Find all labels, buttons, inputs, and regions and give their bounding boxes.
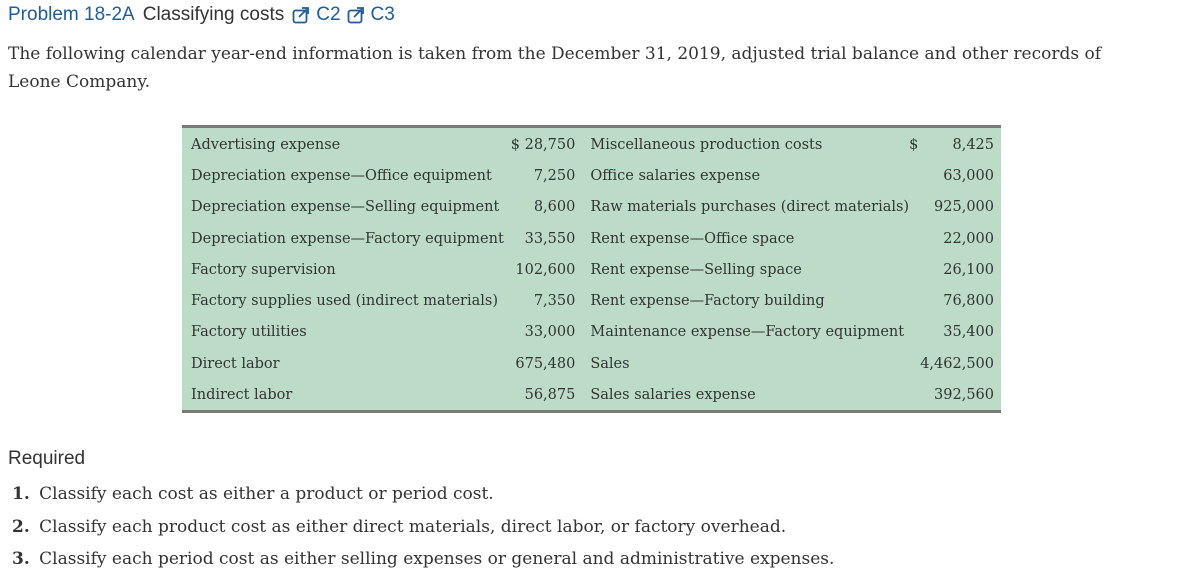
left-amount: 8,600 [533, 199, 576, 216]
right-label: Sales salaries expense [590, 387, 756, 404]
required-item-number: 1. [12, 484, 30, 504]
table-row [182, 285, 1001, 316]
required-item-number: 2. [12, 516, 30, 537]
right-dollar-sign [909, 285, 920, 316]
right-amount: 4,462,500 [920, 355, 994, 372]
left-label: Factory utilities [191, 324, 307, 341]
table-row [182, 379, 1001, 410]
problem-number: Problem 18-2A [8, 4, 135, 25]
left-amount: $ 28,750 [510, 136, 576, 153]
left-label: Factory supplies used (indirect materials) [191, 293, 499, 310]
right-dollar-sign [909, 254, 920, 285]
required-item-text: Classify each product cost as either direct materials, direct labor, or factory overhead. [39, 516, 787, 537]
left-label: Depreciation expense—Selling equipment [191, 199, 500, 216]
left-label: Depreciation expense—Office equipment [191, 167, 492, 184]
right-label: Rent expense—Office space [590, 230, 795, 247]
ref-label: C2 [316, 4, 341, 25]
right-label: Sales [590, 355, 630, 372]
right-amount: 392,560 [934, 387, 994, 404]
left-amount: 7,250 [533, 167, 576, 184]
table-row [182, 160, 1001, 191]
left-label: Indirect labor [191, 387, 293, 404]
right-dollar-sign [909, 348, 920, 379]
required-list [12, 478, 834, 576]
left-label: Depreciation expense—Factory equipment [191, 230, 504, 247]
ref-link-c2[interactable] [292, 4, 340, 26]
required-item-number: 3. [12, 549, 30, 569]
right-dollar-sign [909, 223, 920, 254]
right-label: Office salaries expense [590, 167, 761, 184]
problem-header [8, 1, 401, 29]
left-amount: 675,480 [515, 355, 576, 372]
right-amount: 76,800 [943, 293, 994, 310]
ref-link-c3[interactable] [347, 4, 395, 26]
right-amount: 26,100 [943, 261, 994, 278]
left-amount: 33,550 [524, 230, 576, 247]
left-label: Factory supervision [191, 261, 336, 278]
left-amount: 33,000 [524, 324, 576, 341]
external-link-icon [292, 6, 312, 24]
right-amount: 63,000 [943, 167, 994, 184]
table-row [182, 348, 1001, 379]
left-label: Direct labor [191, 355, 280, 372]
required-item [12, 543, 834, 576]
right-dollar-sign [909, 192, 920, 223]
external-link-icon [347, 6, 367, 24]
ref-label: C3 [370, 4, 395, 25]
right-amount: 925,000 [934, 199, 994, 216]
trial-balance-table [182, 125, 1001, 413]
intro-paragraph: The following calendar year-end information is taken from the December 31, 2019, adjusted trial balance and other records of Leone Company. [8, 44, 1102, 92]
table-row [182, 223, 1001, 254]
required-heading: Required [8, 448, 86, 469]
right-dollar-sign [909, 379, 920, 410]
left-amount: 56,875 [524, 387, 576, 404]
right-label: Rent expense—Selling space [590, 261, 802, 278]
right-amount: 22,000 [943, 230, 994, 247]
right-dollar-sign [909, 317, 920, 348]
table-row [182, 254, 1001, 285]
right-amount: 8,425 [952, 136, 994, 153]
left-amount: 102,600 [515, 261, 576, 278]
trial-balance-grid [182, 129, 1001, 411]
required-item-text: Classify each period cost as either selling expenses or general and administrative expenses. [39, 549, 835, 569]
table-row [182, 192, 1001, 223]
required-item [12, 511, 834, 544]
right-amount: 35,400 [943, 324, 994, 341]
right-label: Miscellaneous production costs [590, 136, 823, 153]
table-row [182, 317, 1001, 348]
right-dollar-sign: $ [909, 136, 919, 153]
right-label: Raw materials purchases (direct materials) [590, 199, 910, 216]
left-amount: 7,350 [533, 293, 576, 310]
required-item [12, 478, 834, 511]
problem-title: Classifying costs [142, 4, 285, 25]
left-label: Advertising expense [191, 136, 341, 153]
right-dollar-sign [909, 160, 920, 191]
table-row [182, 129, 1001, 160]
right-label: Maintenance expense—Factory equipment [590, 324, 905, 341]
required-item-text: Classify each cost as either a product or period cost. [39, 484, 494, 504]
right-label: Rent expense—Factory building [590, 293, 825, 310]
